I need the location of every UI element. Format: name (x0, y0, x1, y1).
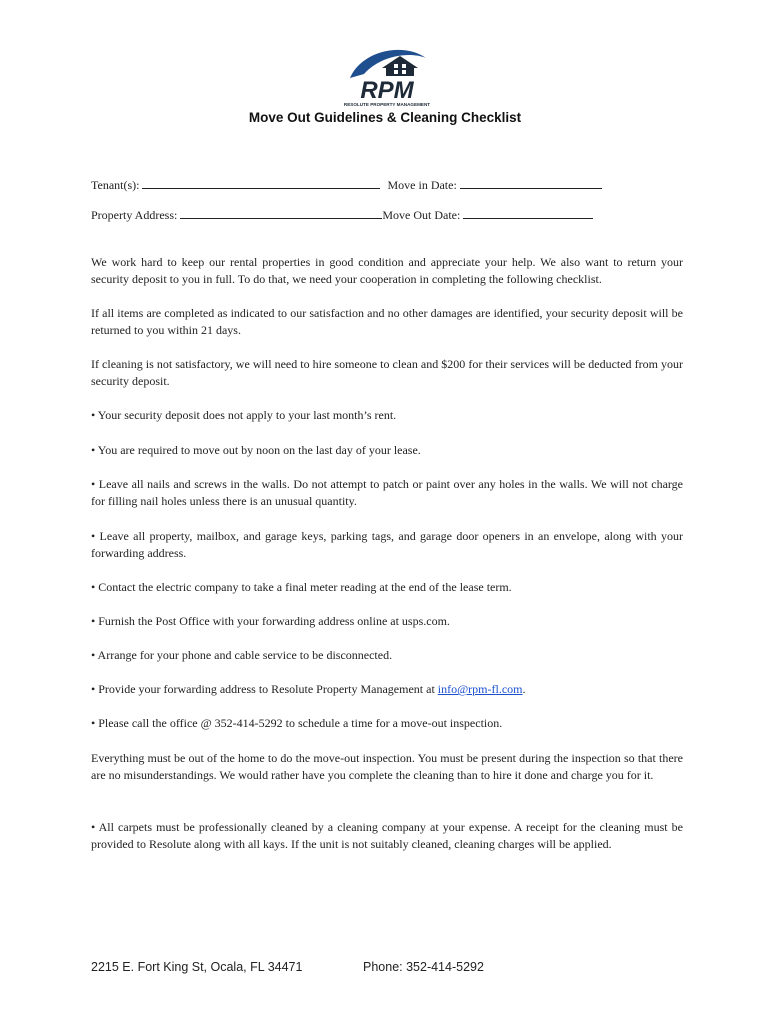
inspection-paragraph: Everything must be out of the home to do the move-out inspection. You must be present during the inspection so that there are no misunderstandings. We would rather have you complete the cleaning than to hire it done and charge you for it. (91, 751, 683, 782)
move-out-field[interactable] (463, 207, 593, 219)
tenants-field[interactable] (142, 177, 380, 189)
checklist-item: • Leave all property, mailbox, and garage keys, parking tags, and garage door openers in an envelope, along with your forwarding address. (91, 529, 683, 560)
move-out-label: Move Out Date: (382, 208, 461, 222)
move-in-label: Move in Date: (387, 178, 457, 192)
checklist-item: • Leave all nails and screws in the walls. Do not attempt to patch or paint over any holes in the walls. We will not charge for filling nail holes unless there is an unusual quantity. (91, 477, 683, 508)
checklist-item: • All carpets must be professionally cleaned by a cleaning company at your expense. A receipt for the cleaning must be provided to Resolute along with all kays. If the unit is not suitably cleaned, cleaning charges will be applied. (91, 820, 683, 851)
checklist-item: • You are required to move out by noon on the last day of your lease. (91, 443, 421, 457)
checklist-item-forwarding (91, 681, 683, 698)
forwarding-text: • Provide your forwarding address to Resolute Property Management at (91, 682, 438, 696)
footer-address: 2215 E. Fort King St, Ocala, FL 34471 (91, 960, 303, 974)
tenant-row (91, 177, 602, 193)
deposit-return-paragraph: If all items are completed as indicated to our satisfaction and no other damages are identified, your security deposit will be returned to you within 21 days. (91, 306, 683, 337)
checklist-item: • Arrange for your phone and cable service to be disconnected. (91, 648, 393, 662)
page-title: Move Out Guidelines & Cleaning Checklist (248, 110, 522, 125)
property-label: Property Address: (91, 208, 178, 222)
logo-brand: RPM (360, 77, 414, 104)
forwarding-suffix: . (522, 682, 526, 696)
checklist-item: • Contact the electric company to take a final meter reading at the end of the lease term. (91, 580, 512, 594)
checklist-item: • Furnish the Post Office with your forwarding address online at usps.com. (91, 614, 450, 628)
cleaning-fee-paragraph: If cleaning is not satisfactory, we will need to hire someone to clean and $200 for their services will be deducted from your security deposit. (91, 357, 683, 388)
property-field[interactable] (180, 207, 382, 219)
intro-paragraph: We work hard to keep our rental properties in good condition and appreciate your help. We also want to return your security deposit to you in full. To do that, we need your cooperation in completing the following checklist. (91, 255, 683, 286)
company-logo (342, 44, 432, 108)
checklist-item: • Please call the office @ 352-414-5292 to schedule a time for a move-out inspection. (91, 716, 503, 730)
checklist-item: • Your security deposit does not apply to your last month’s rent. (91, 408, 397, 422)
email-link[interactable]: info@rpm-fl.com (437, 682, 523, 696)
property-row (91, 207, 593, 223)
logo-tagline: RESOLUTE PROPERTY MANAGEMENT (343, 102, 431, 107)
footer-phone: Phone: 352-414-5292 (363, 960, 484, 974)
tenants-label: Tenant(s): (91, 178, 140, 192)
move-in-field[interactable] (460, 177, 602, 189)
